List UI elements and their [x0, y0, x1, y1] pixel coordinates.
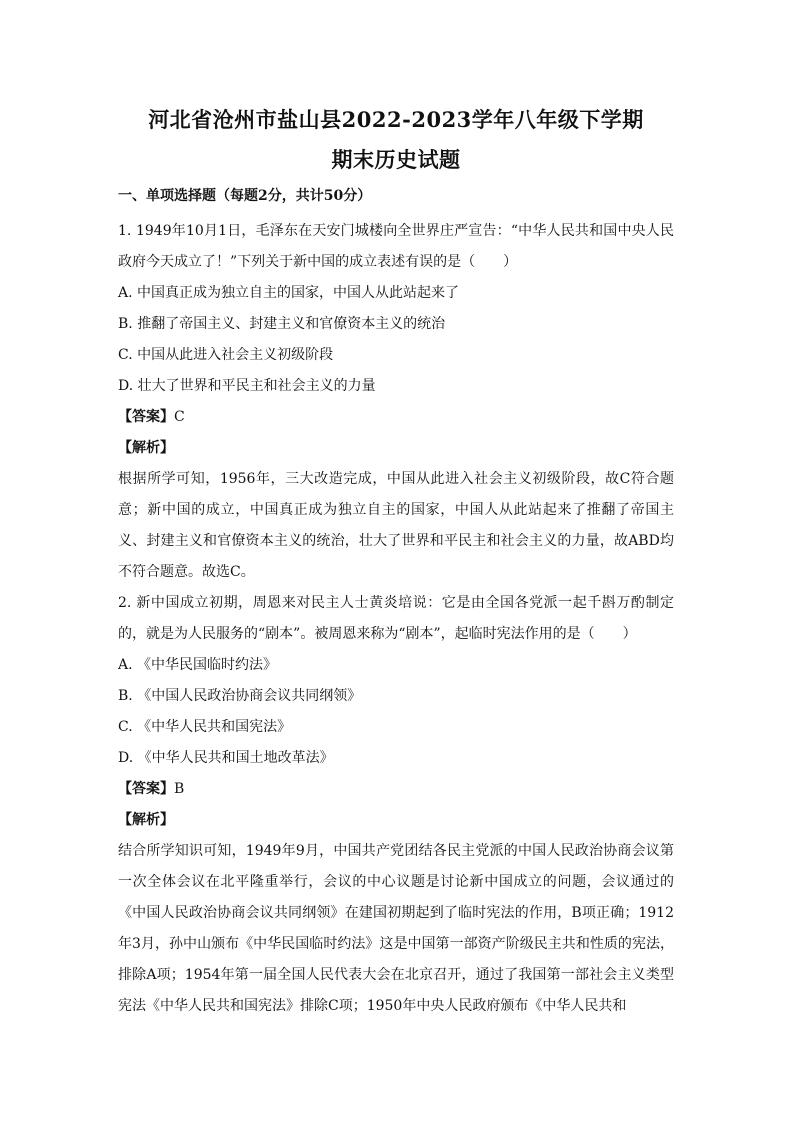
question-2 — [118, 588, 674, 1022]
question-1-option-c: C. 中国从此进入社会主义初级阶段 — [118, 347, 334, 363]
document-page — [118, 100, 674, 1022]
question-2-analysis-label: 【解析】 — [118, 812, 174, 828]
section-heading: 一、单项选择题（每题2分，共计50分） — [118, 188, 372, 204]
question-2-analysis-heading — [118, 805, 674, 836]
question-1-stem: 1. 1949年10月1日，毛泽东在天安门城楼向全世界庄严宣告：“中华人民共和国中央人民政府今天成立了！”下列关于新中国的成立表述有误的是（ ） — [118, 223, 674, 270]
question-2-analysis: 结合所学知识可知，1949年9月，中国共产党团结各民主党派的中国人民政治协商会议第一次全体会议在北平隆重举行，会议的中心议题是讨论新中国成立的问题，会议通过的《中国人民政治协商会议共同纲领》在建国初期起到了临时宪法的作用，B项正确；1912年3月，孙中山颁布《中华民国临时约法》这是中国第一部资产阶级民主共和性质的宪法，排除A项；1954年第一届全国人民代表大会在北京召开，通过了我国第一部社会主义类型宪法《中华人民共和国宪法》排除C项；1950年中央人民政府颁布《中华人民共和 — [118, 843, 674, 1014]
document-title-line1: 河北省沧州市盐山县2022-2023学年八年级下学期 — [148, 107, 644, 132]
question-1-option-b: B. 推翻了帝国主义、封建主义和官僚资本主义的统治 — [118, 316, 446, 332]
question-2-option-d: D. 《中华人民共和国土地改革法》 — [118, 750, 334, 766]
document-title-line2: 期末历史试题 — [331, 147, 461, 172]
question-1-answer-label: 【答案】 — [118, 409, 174, 425]
question-2-answer-value: B — [174, 781, 185, 797]
question-1-option-d: D. 壮大了世界和平民主和社会主义的力量 — [118, 378, 376, 394]
question-2-option-c: C. 《中华人民共和国宪法》 — [118, 719, 292, 735]
question-1-option-a: A. 中国真正成为独立自主的国家，中国人从此站起来了 — [118, 285, 460, 301]
question-1-answer — [118, 402, 674, 433]
question-2-stem: 2. 新中国成立初期，周恩来对民主人士黄炎培说：它是由全国各党派一起千斟万酌制定的，就是为人民服务的“剧本”。被周恩来称为“剧本”，起临时宪法作用的是（ ） — [118, 595, 674, 642]
question-1-analysis-label: 【解析】 — [118, 440, 174, 456]
question-1-analysis: 根据所学可知，1956年，三大改造完成，中国从此进入社会主义初级阶段，故C符合题意；新中国的成立，中国真正成为独立自主的国家，中国人从此站起来了推翻了帝国主义、封建主义和官僚资本主义的统治，壮大了世界和平民主和社会主义的力量，故ABD均不符合题意。故选C。 — [118, 471, 674, 580]
question-1-analysis-heading — [118, 433, 674, 464]
question-2-answer-label: 【答案】 — [118, 781, 174, 797]
question-1-answer-value: C — [174, 409, 185, 425]
question-2-option-b: B. 《中国人民政治协商会议共同纲领》 — [118, 688, 362, 704]
question-2-answer — [118, 774, 674, 805]
question-1 — [118, 216, 674, 588]
question-2-option-a: A. 《中华民国临时约法》 — [118, 657, 278, 673]
